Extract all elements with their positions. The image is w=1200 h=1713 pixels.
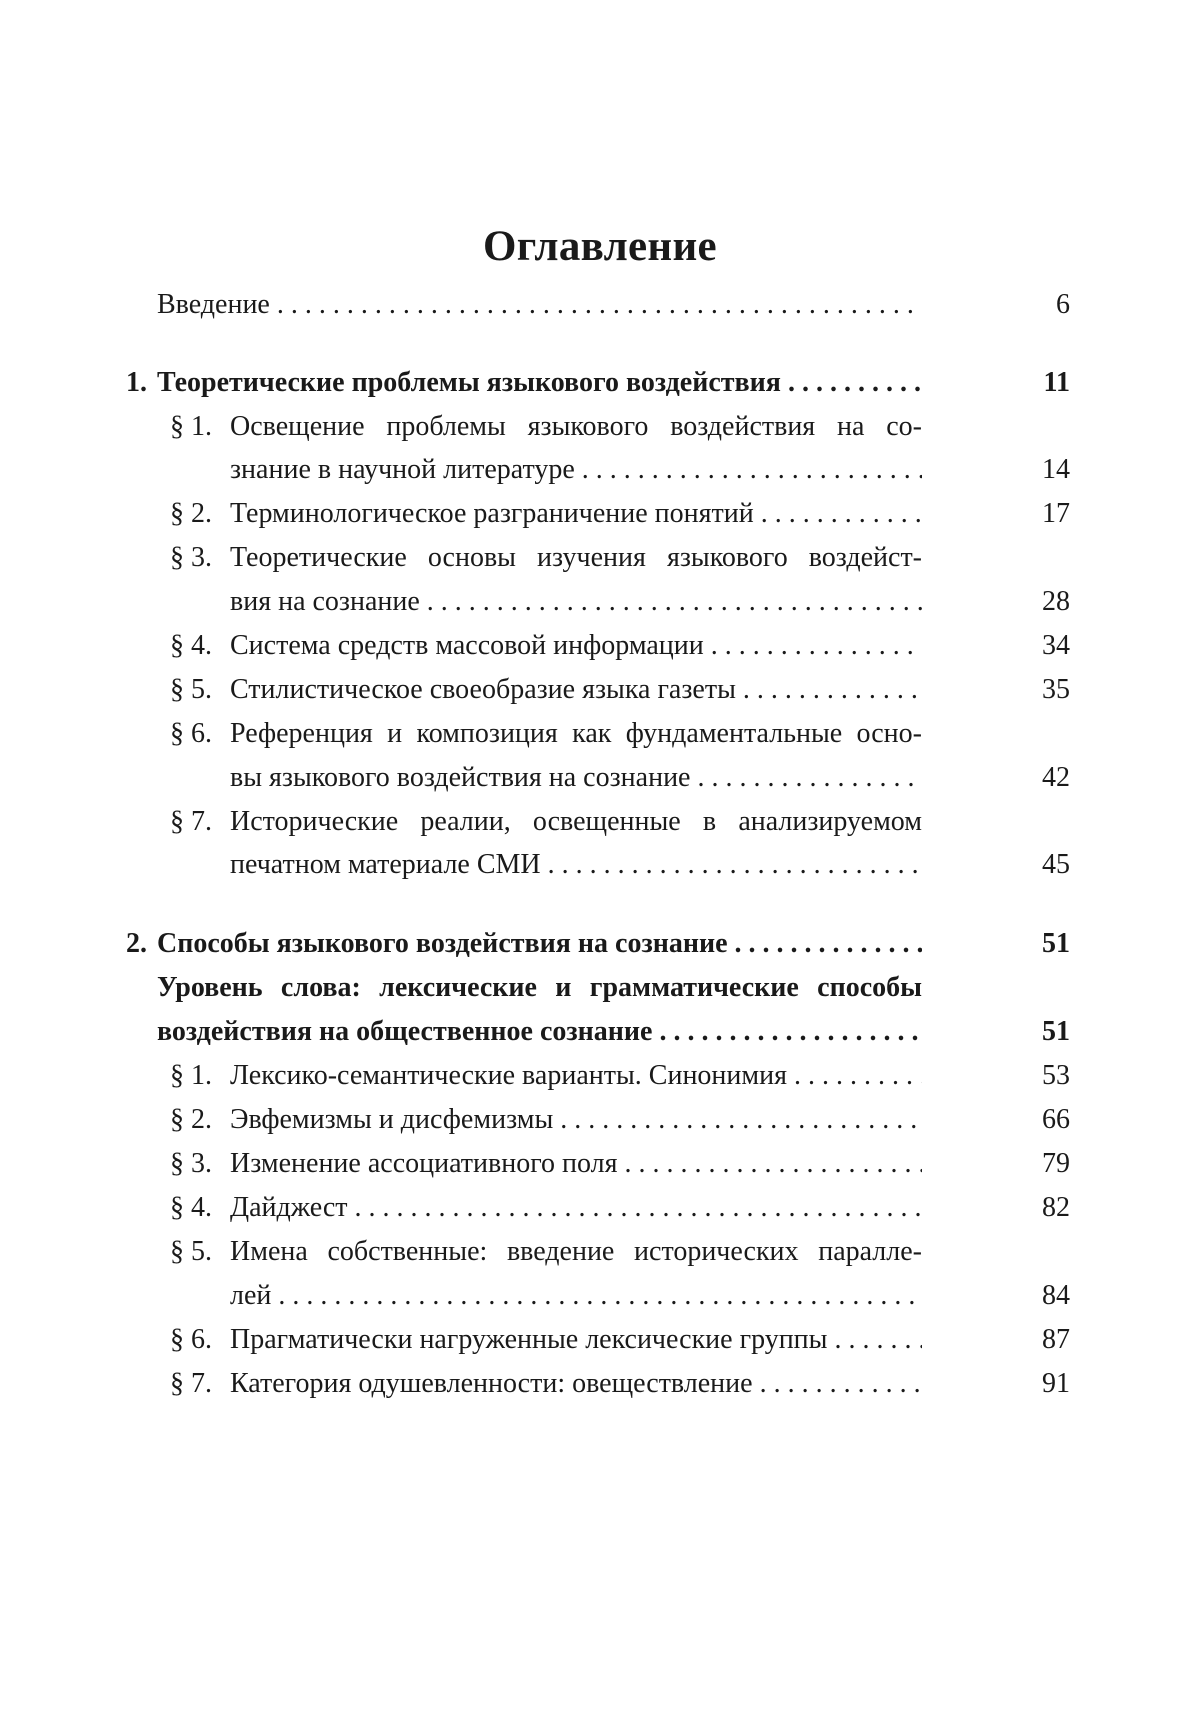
section-mark: § 7.	[170, 806, 212, 837]
toc-section-1-1[interactable]	[0, 405, 1200, 449]
page-title: Оглавление	[483, 223, 717, 270]
toc-entry-text: печатном материале СМИ . . .	[230, 843, 922, 887]
toc-page-number: 11	[1043, 367, 1070, 398]
toc-subchapter-word-level-cont[interactable]	[0, 1010, 1200, 1054]
toc-page-number: 17	[1042, 498, 1070, 529]
toc-entry-text: Теоретические основы изучения языкового воздейст-	[230, 542, 922, 573]
toc-section-1-4[interactable]	[0, 624, 1200, 668]
toc-page-number: 87	[1042, 1324, 1070, 1355]
section-mark: § 1.	[170, 1060, 212, 1091]
toc-page-number: 51	[1042, 1016, 1070, 1047]
chapter-number: 1.	[126, 367, 147, 398]
toc-entry-text: Теоретические проблемы языкового воздействия . . .	[157, 361, 922, 405]
toc-page-number: 51	[1042, 928, 1070, 959]
toc-page-number: 84	[1042, 1280, 1070, 1311]
section-mark: § 2.	[170, 1104, 212, 1135]
toc-entry-intro[interactable]	[0, 283, 1200, 327]
toc-entry-text: Стилистическое своеобразие языка газеты . . .	[230, 668, 922, 712]
toc-entry-text: Изменение ассоциативного поля . . .	[230, 1142, 922, 1186]
toc-page-number: 91	[1042, 1368, 1070, 1399]
toc-entry-text: Уровень слова: лексические и грамматические способы	[157, 972, 922, 1003]
section-mark: § 6.	[170, 1324, 212, 1355]
section-mark: § 3.	[170, 542, 212, 573]
toc-subchapter-word-level[interactable]	[0, 966, 1200, 1010]
toc-section-2-7[interactable]	[0, 1362, 1200, 1406]
toc-section-1-7[interactable]	[0, 800, 1200, 844]
section-mark: § 5.	[170, 1236, 212, 1267]
toc-section-2-6[interactable]	[0, 1318, 1200, 1362]
toc-page-number: 6	[1056, 289, 1070, 320]
toc-page-number: 82	[1042, 1192, 1070, 1223]
section-mark: § 7.	[170, 1368, 212, 1399]
toc-section-2-1[interactable]	[0, 1054, 1200, 1098]
toc-entry-text: Система средств массовой информации . . .	[230, 624, 922, 668]
toc-page-number: 28	[1042, 586, 1070, 617]
toc-entry-text: лей . . .	[230, 1274, 922, 1318]
section-mark: § 4.	[170, 1192, 212, 1223]
toc-page-number: 42	[1042, 762, 1070, 793]
toc-entry-text: вы языкового воздействия на сознание . . .	[230, 756, 922, 800]
toc-section-2-5[interactable]	[0, 1230, 1200, 1274]
section-mark: § 2.	[170, 498, 212, 529]
toc-section-1-5[interactable]	[0, 668, 1200, 712]
section-mark: § 6.	[170, 718, 212, 749]
toc-entry-text: Способы языкового воздействия на сознание . . .	[157, 922, 922, 966]
toc-section-1-3-cont[interactable]	[0, 580, 1200, 624]
chapter-number: 2.	[126, 928, 147, 959]
toc-section-1-6-cont[interactable]	[0, 756, 1200, 800]
toc-chapter-2[interactable]	[0, 922, 1200, 966]
toc-page-number: 66	[1042, 1104, 1070, 1135]
toc-entry-text: Исторические реалии, освещенные в анализируемом	[230, 806, 922, 837]
toc-page-number: 79	[1042, 1148, 1070, 1179]
toc-section-1-3[interactable]	[0, 536, 1200, 580]
section-mark: § 4.	[170, 630, 212, 661]
toc-section-2-2[interactable]	[0, 1098, 1200, 1142]
toc-page-number: 53	[1042, 1060, 1070, 1091]
toc-page-number: 45	[1042, 849, 1070, 880]
section-mark: § 1.	[170, 411, 212, 442]
toc-section-1-1-cont[interactable]	[0, 448, 1200, 492]
toc-entry-text: Дайджест . . .	[230, 1186, 922, 1230]
toc-entry-text: Эвфемизмы и дисфемизмы . . .	[230, 1098, 922, 1142]
toc-section-2-4[interactable]	[0, 1186, 1200, 1230]
toc-section-1-6[interactable]	[0, 712, 1200, 756]
toc-section-1-7-cont[interactable]	[0, 843, 1200, 887]
toc-section-1-2[interactable]	[0, 492, 1200, 536]
toc-entry-text: Имена собственные: введение исторических паралле-	[230, 1236, 922, 1267]
toc-section-2-3[interactable]	[0, 1142, 1200, 1186]
toc-entry-text: Терминологическое разграничение понятий . . .	[230, 492, 922, 536]
toc-entry-text: вия на сознание . . .	[230, 580, 922, 624]
toc-entry-text: Освещение проблемы языкового воздействия на со-	[230, 411, 922, 442]
toc-entry-text: Категория одушевленности: овеществление . . .	[230, 1362, 922, 1406]
toc-entry-text: Прагматически нагруженные лексические группы . . .	[230, 1318, 922, 1362]
toc-page-number: 14	[1042, 454, 1070, 485]
toc-page-number: 34	[1042, 630, 1070, 661]
toc-entry-text: воздействия на общественное сознание . . .	[157, 1010, 922, 1054]
toc-entry-text: знание в научной литературе . . .	[230, 448, 922, 492]
section-mark: § 5.	[170, 674, 212, 705]
toc-chapter-1[interactable]	[0, 361, 1200, 405]
toc-page-number: 35	[1042, 674, 1070, 705]
toc-entry-text: Введение . . .	[157, 283, 922, 327]
toc-entry-text: Референция и композиция как фундаментальные осно-	[230, 718, 922, 749]
section-mark: § 3.	[170, 1148, 212, 1179]
toc-section-2-5-cont[interactable]	[0, 1274, 1200, 1318]
toc-entry-text: Лексико-семантические варианты. Синонимия . . .	[230, 1054, 922, 1098]
